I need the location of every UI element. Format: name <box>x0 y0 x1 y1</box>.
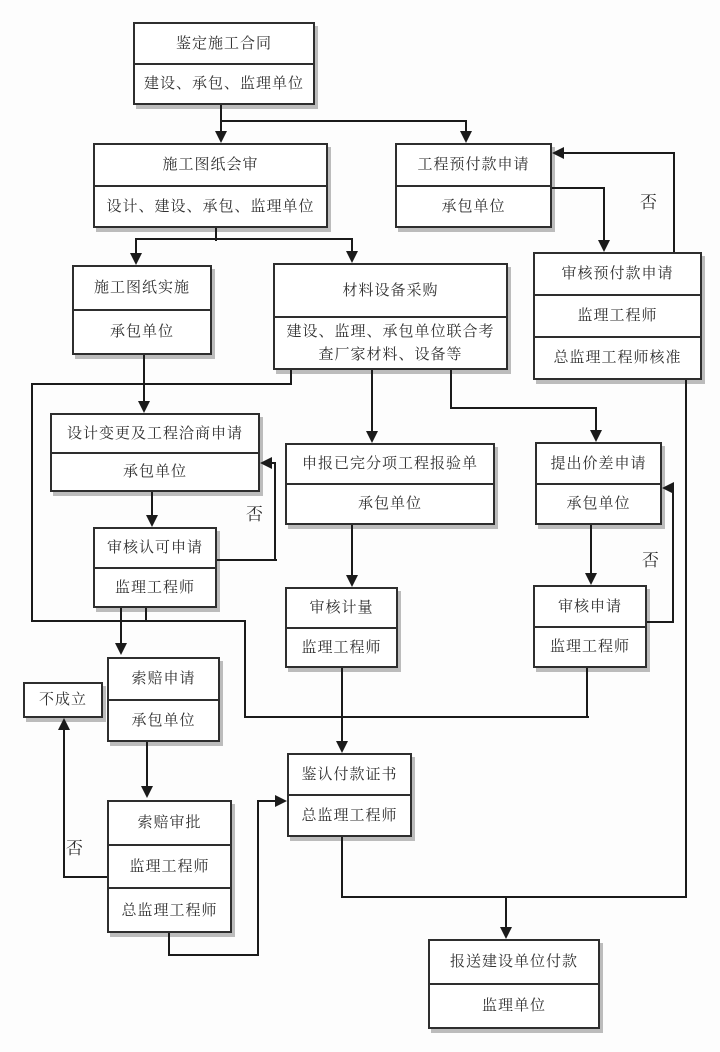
connector-segment <box>505 896 507 928</box>
connector-segment <box>220 120 467 122</box>
arrowhead-down <box>138 401 150 413</box>
node-material-procurement <box>273 263 508 370</box>
connector-segment <box>586 668 588 718</box>
node-title: 审核计量 <box>309 598 374 617</box>
connector-segment <box>146 742 148 788</box>
connector-segment <box>168 933 170 956</box>
node-claim-approval <box>107 800 232 933</box>
arrowhead-down <box>215 131 227 143</box>
connector-segment <box>31 620 246 622</box>
connector-segment <box>341 837 343 898</box>
arrowhead-left <box>552 147 564 159</box>
node-contract <box>133 22 315 105</box>
arrowhead-down <box>598 240 610 252</box>
connector-segment <box>647 621 674 623</box>
node-title: 鉴定施工合同 <box>175 33 272 52</box>
connector-segment <box>145 608 147 622</box>
node-title: 索赔审批 <box>137 813 202 832</box>
node-actor: 监理单位 <box>430 983 598 1027</box>
node-change-review <box>93 527 217 608</box>
connector-segment <box>257 800 276 802</box>
connector-segment <box>257 800 259 956</box>
connector-segment <box>351 238 353 252</box>
edge-label-no: 否 <box>66 839 83 859</box>
arrowhead-down <box>366 431 378 443</box>
node-approver: 总监理工程师 <box>109 887 230 931</box>
node-design-change-request <box>50 413 260 492</box>
node-drawing-review <box>93 143 328 228</box>
connector-segment <box>217 559 277 561</box>
arrowhead-up <box>58 718 70 730</box>
node-actor: 承包单位 <box>52 452 258 491</box>
edge-label-no: 否 <box>642 551 659 571</box>
connector-segment <box>685 380 687 898</box>
node-approver: 总监理工程师核准 <box>535 336 700 378</box>
node-price-difference-request <box>535 442 662 525</box>
node-actor: 监理工程师 <box>535 626 645 667</box>
node-actor: 监理工程师 <box>95 567 215 607</box>
arrowhead-left <box>662 482 674 494</box>
node-actor: 建设、监理、承包单位联合考查厂家材料、设备等 <box>275 316 506 369</box>
connector-segment <box>274 462 276 561</box>
arrowhead-down <box>460 131 472 143</box>
node-actor: 承包单位 <box>537 483 660 524</box>
arrowhead-down <box>115 643 127 655</box>
node-title: 施工图纸实施 <box>93 278 190 297</box>
node-claim-request <box>107 657 220 742</box>
node-title: 审核申请 <box>557 596 622 615</box>
node-title: 不成立 <box>38 690 87 709</box>
node-actor: 监理工程师 <box>287 627 396 667</box>
node-title: 报送建设单位付款 <box>449 952 578 971</box>
node-title: 申报已完分项工程报验单 <box>301 454 478 473</box>
node-actor: 监理工程师 <box>535 294 700 336</box>
arrowhead-down <box>336 741 348 753</box>
arrowhead-down <box>146 515 158 527</box>
node-title: 审核预付款申请 <box>561 264 674 283</box>
node-title: 材料设备采购 <box>342 280 439 299</box>
node-payment-submission <box>428 939 600 1029</box>
edge-label-no: 否 <box>640 193 657 213</box>
connector-segment <box>168 954 259 956</box>
node-actor: 承包单位 <box>74 309 210 353</box>
node-title: 设计变更及工程洽商申请 <box>66 423 243 442</box>
connector-segment <box>595 407 597 431</box>
node-title: 工程预付款申请 <box>417 155 530 174</box>
arrowhead-down <box>346 251 358 263</box>
node-advance-payment-request <box>395 143 552 228</box>
connector-segment <box>244 716 589 718</box>
connector-segment <box>450 370 452 409</box>
connector-segment <box>220 105 222 133</box>
connector-segment <box>351 525 353 576</box>
node-application-review <box>533 585 647 668</box>
node-actor: 承包单位 <box>397 185 550 227</box>
node-title: 施工图纸会审 <box>162 155 259 174</box>
node-title: 提出价差申请 <box>550 453 647 472</box>
connector-segment <box>603 187 605 241</box>
connector-segment <box>450 407 597 409</box>
node-title: 鉴认付款证书 <box>301 764 398 783</box>
node-completed-item-report <box>285 443 495 525</box>
connector-segment <box>560 152 675 154</box>
node-actor: 承包单位 <box>287 483 493 523</box>
node-title: 索赔申请 <box>131 669 196 688</box>
edge-label-no: 否 <box>246 505 263 525</box>
arrowhead-left <box>260 457 272 469</box>
arrowhead-down <box>585 573 597 585</box>
connector-segment <box>31 383 33 622</box>
node-advance-payment-review <box>533 252 702 380</box>
connector-segment <box>341 896 687 898</box>
connector-segment <box>552 187 605 189</box>
arrowhead-down <box>141 786 153 798</box>
connector-segment <box>151 492 153 516</box>
connector-segment <box>590 525 592 575</box>
connector-segment <box>672 487 674 623</box>
connector-segment <box>143 355 145 403</box>
connector-segment <box>64 876 107 878</box>
arrowhead-down <box>346 575 358 587</box>
connector-segment <box>673 153 675 252</box>
arrowhead-down <box>130 253 142 265</box>
node-measurement-review <box>285 587 398 668</box>
arrowhead-down <box>590 430 602 442</box>
arrowhead-down <box>500 927 512 939</box>
connector-segment <box>371 370 373 432</box>
node-actor: 监理工程师 <box>109 844 230 888</box>
connector-segment <box>341 668 343 742</box>
connector-segment <box>120 608 122 644</box>
node-actor: 设计、建设、承包、监理单位 <box>95 185 326 227</box>
connector-segment <box>31 383 292 385</box>
node-title: 审核认可申请 <box>106 538 203 557</box>
node-payment-certificate <box>287 753 412 837</box>
node-actor: 总监理工程师 <box>289 794 410 835</box>
arrowhead-right <box>275 795 287 807</box>
node-actor: 建设、承包、监理单位 <box>135 63 313 104</box>
connector-segment <box>63 728 65 878</box>
connector-segment <box>244 620 246 718</box>
node-not-established <box>23 682 103 718</box>
node-drawing-implementation <box>72 265 212 355</box>
node-actor: 承包单位 <box>109 699 218 741</box>
connector-segment <box>135 238 137 254</box>
connector-segment <box>135 238 353 240</box>
